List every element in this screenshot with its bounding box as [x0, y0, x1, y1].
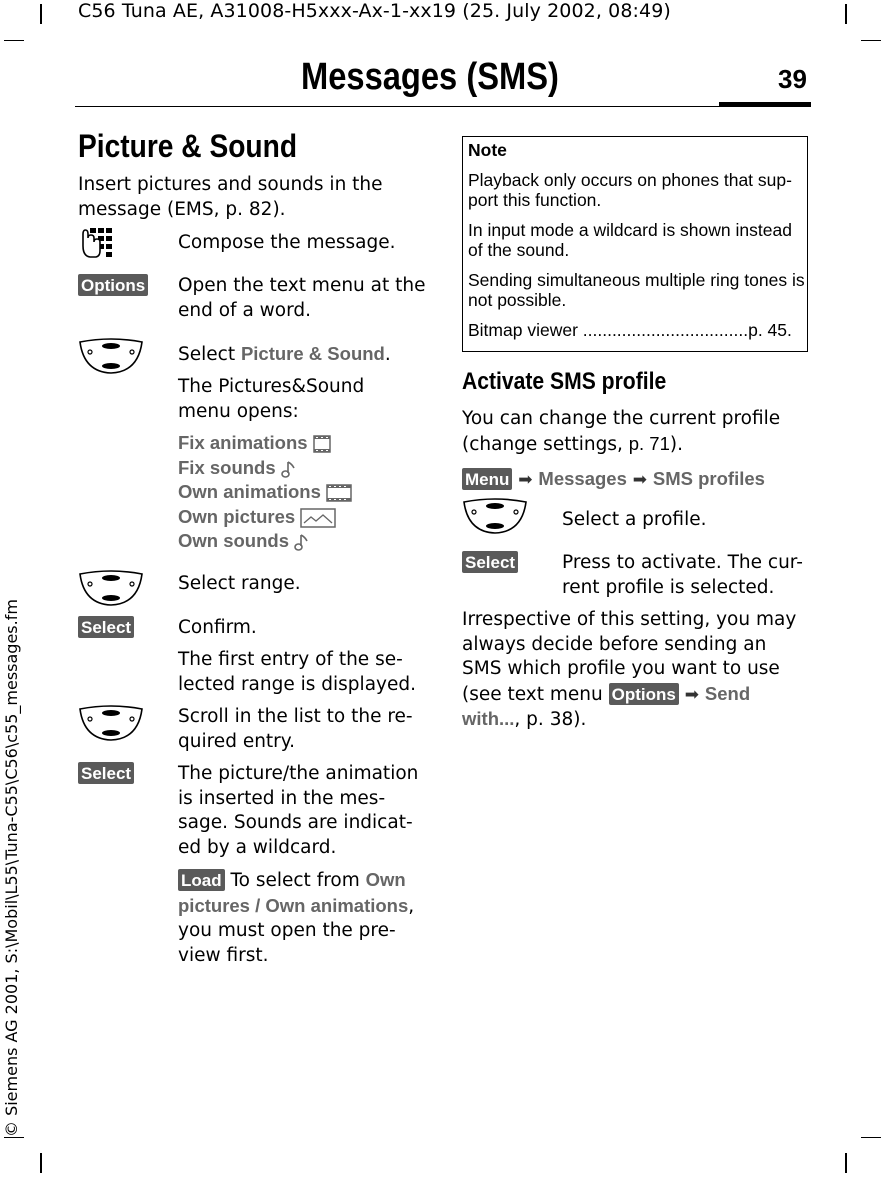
activate-line: Press to activate. The cur- [562, 552, 803, 573]
menu-item-own-animations[interactable] [178, 480, 353, 505]
load-softkey[interactable]: Load [178, 869, 225, 891]
picture-icon [299, 507, 337, 529]
load-line: view first. [178, 944, 269, 966]
select-prefix: Select [178, 344, 241, 365]
xref-label: Bitmap viewer [468, 320, 578, 340]
menu-item-label: Fix animations [178, 432, 308, 453]
scroll-line: quired entry. [178, 730, 295, 752]
heading-picture-sound: Picture & Sound [78, 128, 298, 164]
note-line: In input mode a wildcard is shown instead [468, 220, 792, 240]
menu-item-fix-sounds[interactable] [178, 456, 353, 481]
menu-opens-text: The Pictures&Sound menu opens: [178, 376, 365, 422]
menu-item-fix-animations[interactable] [178, 431, 353, 456]
intro-text [78, 173, 408, 222]
menu-item-label: Fix sounds [178, 456, 276, 478]
select-key-label: Select [78, 616, 134, 638]
inserted-line: ed by a wildcard. [178, 836, 337, 858]
crop-mark [861, 1137, 881, 1138]
running-header: C56 Tuna AE, A31008-H5xxx-Ax-1-xx19 (25. July 2002, 08:49) [78, 0, 671, 22]
header-rule-thick [719, 102, 811, 106]
inserted-line: sage. Sounds are indicat- [178, 812, 413, 833]
note-line: port this function. [468, 190, 602, 210]
select-key-label: Select [462, 551, 518, 573]
options-softkey[interactable] [78, 274, 148, 296]
activate-line: rent profile is selected. [562, 576, 775, 598]
crop-mark [845, 1153, 847, 1173]
menu-path [462, 467, 765, 493]
select-softkey[interactable] [462, 551, 518, 573]
navigation-key-icon [462, 498, 528, 534]
closing-line: Irrespective of this setting, you may [462, 609, 797, 630]
options-text: Open the text menu at the end of a word. [178, 275, 426, 321]
load-line: you must open the pre- [178, 920, 396, 941]
select-key-label: Select [78, 762, 134, 784]
animation-icon [325, 483, 353, 503]
crop-mark [861, 40, 881, 41]
page-number: 39 [778, 64, 807, 94]
inserted-line: is inserted in the mes- [178, 787, 386, 809]
activate-intro [462, 407, 780, 457]
scroll-text [178, 705, 413, 754]
first-entry-line: lected range is displayed. [178, 673, 416, 695]
options-softkey[interactable]: Options [609, 683, 679, 705]
load-text [178, 868, 414, 968]
arrow-right-icon: ➡ [632, 470, 648, 490]
crop-mark [40, 1153, 42, 1173]
closing-line: (see text menu [462, 683, 609, 705]
crop-mark [845, 4, 847, 24]
first-entry-line: The first entry of the se- [178, 649, 403, 670]
menu-item-label: Own pictures [178, 505, 296, 527]
note-line: of the sound. [468, 240, 570, 260]
note-line: not possible. [468, 290, 567, 310]
arrow-right-icon: ➡ [684, 684, 699, 705]
select-range-text: Select range. [178, 573, 301, 594]
section-title: Messages (SMS) [301, 56, 559, 98]
menu-term-send-with: with... [462, 708, 515, 729]
intro-end: ). [669, 433, 683, 455]
first-entry-text [178, 648, 416, 697]
crop-mark [4, 1137, 24, 1138]
select-profile-text: Select a profile. [562, 509, 707, 530]
note-paragraph [468, 270, 808, 310]
music-note-icon [280, 459, 298, 479]
confirm-text: Confirm. [178, 617, 257, 638]
page-reference[interactable]: p. 71 [628, 432, 670, 454]
xref-leader: .................................. [577, 320, 749, 340]
note-xref[interactable] [468, 320, 808, 340]
intro-line: You can change the current profile [462, 408, 781, 429]
menu-term-send: Send [704, 682, 751, 704]
options-key-label: Options [78, 274, 148, 296]
load-text-b: , [408, 895, 415, 917]
select-softkey[interactable] [78, 616, 134, 638]
closing-line: SMS which profile you want to use [462, 658, 780, 679]
menu-item-own-sounds[interactable] [178, 529, 353, 554]
navigation-key-icon [78, 705, 144, 741]
navigation-key-icon [78, 338, 144, 374]
menu-softkey[interactable]: Menu [462, 468, 512, 490]
note-title: Note [468, 140, 507, 160]
menu-term-picture-sound: Picture & Sound [240, 343, 385, 364]
note-line: Playback only occurs on phones that sup- [468, 170, 792, 190]
menu-item-label: Own sounds [178, 530, 289, 551]
intro-paragraph: Insert pictures and sounds in the message (EMS, p. 82). [78, 174, 383, 220]
compose-text: Compose the message. [178, 232, 396, 253]
select-softkey[interactable] [78, 762, 134, 784]
menu-item-label: Own animations [178, 481, 321, 502]
xref-page: p. 45. [748, 320, 792, 340]
menu-term-sms-profiles: SMS profiles [652, 468, 765, 489]
navigation-key-icon [78, 570, 144, 606]
inserted-text [178, 762, 418, 860]
select-suffix: . [384, 344, 391, 365]
closing-line: always decide before sending an [462, 633, 767, 655]
menu-term-own: Own [365, 869, 406, 890]
side-copyright: © Siemens AG 2001, S:\Mobil\L55\Tuna-C55\C56\c55_messages.fm [2, 599, 21, 1137]
intro-line: (change settings, [462, 433, 629, 455]
menu-term-own-pictures-animations: pictures / Own animations [178, 894, 409, 916]
keypad-icon [80, 226, 114, 260]
activate-text [562, 551, 803, 600]
closing-paragraph [462, 608, 796, 733]
inserted-line: The picture/the animation [178, 763, 419, 784]
closing-line: , p. 38). [514, 709, 587, 730]
music-note-icon [293, 532, 311, 552]
note-paragraph [468, 170, 808, 210]
note-line: Sending simultaneous multiple ring tones is [468, 270, 805, 290]
load-text-a: To select from [224, 870, 366, 891]
header-rule [75, 106, 811, 107]
crop-mark [4, 40, 24, 41]
select-picture-sound-text [178, 342, 391, 368]
pictures-sound-menu-list [178, 431, 353, 554]
menu-term-messages: Messages [538, 468, 627, 489]
scroll-line: Scroll in the list to the re- [178, 706, 413, 727]
note-content [468, 140, 808, 350]
heading-activate-sms-profile: Activate SMS profile [462, 368, 667, 395]
arrow-right-icon: ➡ [518, 470, 533, 490]
animation-icon [312, 434, 332, 454]
menu-item-own-pictures[interactable] [178, 505, 353, 530]
note-paragraph [468, 220, 808, 260]
crop-mark [40, 4, 42, 24]
